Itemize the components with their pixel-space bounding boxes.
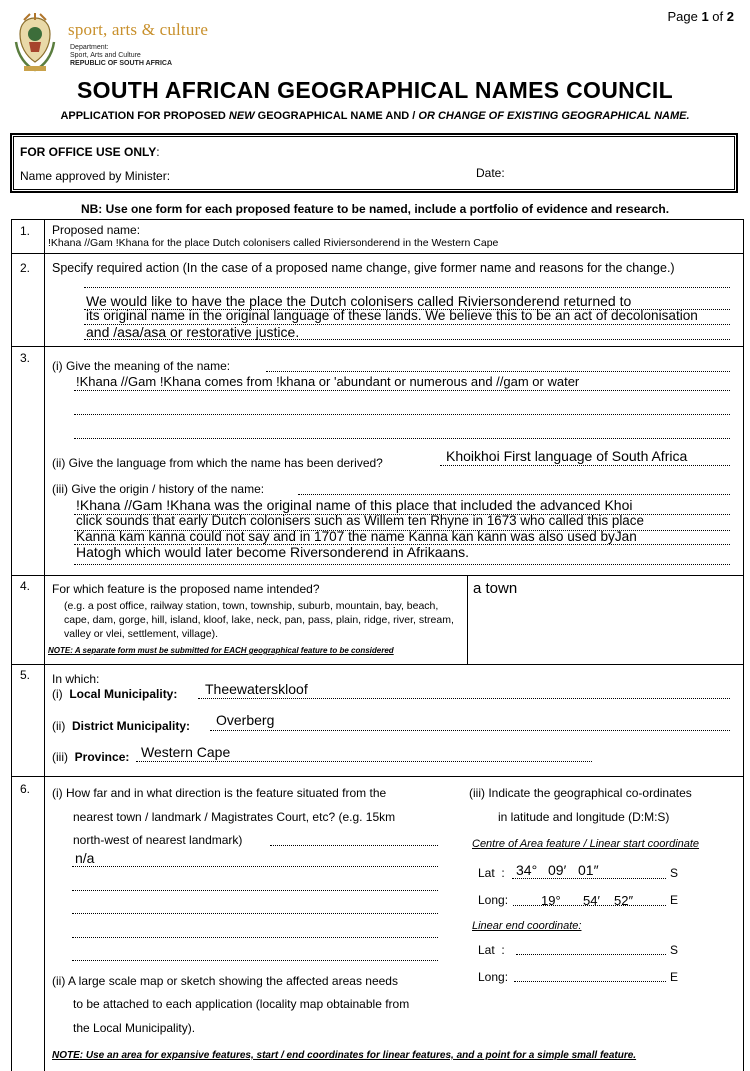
application-subtitle: APPLICATION FOR PROPOSED NEW GEOGRAPHICAL NAME AND / OR CHANGE OF EXISTING GEOGRAPHICAL NAME. [60, 110, 690, 122]
date-label: Date: [476, 166, 505, 180]
long-start-direction: E [670, 893, 679, 907]
lat-end-input-line[interactable] [516, 954, 666, 955]
linear-end-coordinate-label: Linear end coordinate: [472, 920, 582, 932]
distance-value[interactable]: n/a [75, 850, 95, 866]
section-2-number: 2. [20, 261, 31, 275]
language-value[interactable]: Khoikhoi First language of South Africa [446, 448, 688, 464]
map-instruction-line-2: to be attached to each application (locality map obtainable from [73, 997, 410, 1011]
row-divider [11, 575, 743, 576]
dotted-line [84, 339, 730, 340]
dotted-line [74, 390, 730, 391]
dotted-line [74, 564, 730, 565]
coat-of-arms-icon [12, 12, 58, 74]
required-action-label: Specify required action (In the case of a proposed name change, give former name and reasons for the change.) [52, 261, 675, 275]
dotted-line [84, 287, 730, 288]
dotted-line [513, 905, 666, 906]
long-end-input-line[interactable] [514, 981, 666, 982]
number-column-divider [44, 219, 45, 1071]
department-brand: sport, arts & culture [68, 20, 209, 39]
long-start-minutes[interactable]: 54′ [583, 893, 600, 908]
dotted-line [74, 438, 730, 439]
lat-start-seconds[interactable]: 01″ [578, 862, 599, 878]
dotted-line [72, 960, 438, 961]
dotted-line [298, 494, 730, 495]
meaning-label: (i) Give the meaning of the name: [52, 359, 231, 373]
lat-start-minutes[interactable]: 09′ [548, 862, 567, 878]
dotted-line [136, 761, 592, 762]
required-action-line-1[interactable]: We would like to have the place the Dutch colonisers called Riviersonderend returned to [86, 293, 632, 309]
district-municipality-value[interactable]: Overberg [216, 712, 275, 728]
long-end-label: Long: [478, 970, 509, 984]
section-6-number: 6. [20, 782, 31, 796]
page-number: Page 1 of 2 [667, 9, 734, 24]
in-which-label: In which: [52, 672, 100, 686]
origin-line-1[interactable]: !Khana //Gam !Khana was the original name of this place that included the advanced Khoi [76, 497, 633, 513]
row-divider [11, 346, 743, 347]
distance-question-line-2: nearest town / landmark / Magistrates Court, etc? (e.g. 15km [73, 810, 396, 824]
district-municipality-label: (ii) District Municipality: [52, 719, 191, 733]
section-3-number: 3. [20, 351, 31, 365]
office-use-box [10, 133, 738, 193]
origin-label: (iii) Give the origin / history of the name: [52, 482, 265, 496]
council-title: SOUTH AFRICAN GEOGRAPHICAL NAMES COUNCIL [77, 77, 673, 103]
meaning-value[interactable]: !Khana //Gam !Khana comes from !khana or 'abundant or numerous and //gam or water [76, 374, 580, 389]
row-divider [11, 253, 743, 254]
section-1-number: 1. [20, 224, 31, 238]
dotted-line [72, 937, 438, 938]
feature-note: NOTE: A separate form must be submitted for EACH geographical feature to be considered [48, 646, 394, 655]
language-label: (ii) Give the language from which the name has been derived? [52, 456, 383, 470]
long-end-direction: E [670, 970, 679, 984]
required-action-line-3[interactable]: and /asa/asa or restorative justice. [86, 324, 300, 340]
dotted-line [72, 866, 438, 867]
section-4-number: 4. [20, 579, 31, 593]
dotted-line [198, 698, 730, 699]
centre-coordinate-label: Centre of Area feature / Linear start coordinate [472, 838, 700, 850]
dotted-line [266, 371, 730, 372]
proposed-name-label: Proposed name: [52, 223, 141, 237]
map-instruction-line-3: the Local Municipality). [73, 1021, 196, 1035]
local-municipality-value[interactable]: Theewaterskloof [205, 681, 308, 697]
lat-start-direction: S [670, 866, 679, 880]
dotted-line [72, 913, 438, 914]
distance-question-line-3: north-west of nearest landmark) [73, 833, 243, 847]
coordinates-instruction-line-1: (iii) Indicate the geographical co-ordinates [469, 786, 692, 800]
proposed-name-value[interactable]: !Khana //Gam !Khana for the place Dutch colonisers called Riviersonderend in the Western Cape [48, 237, 499, 249]
row-divider [11, 219, 743, 220]
feature-question: For which feature is the proposed name intended? [52, 582, 320, 596]
long-start-label: Long: [478, 893, 509, 907]
dotted-line [210, 730, 730, 731]
row-divider [11, 664, 743, 665]
origin-line-3[interactable]: Kanna kam kanna could not say and in 1707 the name Kanna kan kann was also used byJan [76, 529, 637, 544]
lat-end-direction: S [670, 943, 679, 957]
origin-line-2[interactable]: click sounds that early Dutch colonisers such as Willem ten Rhyne in 1673 who called this place [76, 513, 644, 528]
row-divider [11, 776, 743, 777]
local-municipality-label: (i) Local Municipality: [52, 687, 178, 701]
coordinates-instruction-line-2: in latitude and longitude (D:M:S) [498, 810, 670, 824]
dotted-line [270, 845, 438, 846]
province-value[interactable]: Western Cape [141, 744, 231, 760]
long-start-seconds[interactable]: 52″ [614, 893, 634, 908]
lat-start-degrees[interactable]: 34° [516, 862, 538, 878]
dotted-line [72, 890, 438, 891]
distance-question-line-1: (i) How far and in what direction is the feature situated from the [52, 786, 387, 800]
office-use-title: FOR OFFICE USE ONLY: [20, 145, 160, 159]
long-start-degrees[interactable]: 19° [541, 893, 561, 908]
dotted-line [440, 465, 730, 466]
approved-by-minister-label: Name approved by Minister: [20, 169, 171, 183]
lat-start-label: Lat : [478, 866, 505, 880]
map-instruction-line-1: (ii) A large scale map or sketch showing the affected areas needs [52, 974, 398, 988]
origin-line-4[interactable]: Hatogh which would later become Riversonderend in Afrikaans. [76, 544, 469, 560]
province-label: (iii) Province: [52, 750, 130, 764]
required-action-line-2[interactable]: its original name in the original language of these lands. We believe this to be an act of decolonisation [86, 308, 698, 323]
lat-end-label: Lat : [478, 943, 505, 957]
dotted-line [74, 414, 730, 415]
coordinates-note: NOTE: Use an area for expansive features, start / end coordinates for linear features, and a point for a simple small feature. [52, 1050, 637, 1061]
feature-answer[interactable]: a town [473, 580, 518, 597]
section-5-number: 5. [20, 668, 31, 682]
feature-answer-divider [467, 575, 468, 664]
department-name: Department: Sport, Arts and Culture REPUBLIC OF SOUTH AFRICA [70, 44, 173, 67]
feature-examples: (e.g. a post office, railway station, town, township, suburb, mountain, bay, beach, cape, dam, gorge, hill, island, kloof, lake, neck, pan, pass, plain, ridge, river, stream, valley or vlei, settlement, village). [64, 600, 454, 640]
dotted-line [512, 878, 666, 879]
nb-instruction: NB: Use one form for each proposed feature to be named, include a portfolio of evidence and research. [80, 202, 670, 216]
